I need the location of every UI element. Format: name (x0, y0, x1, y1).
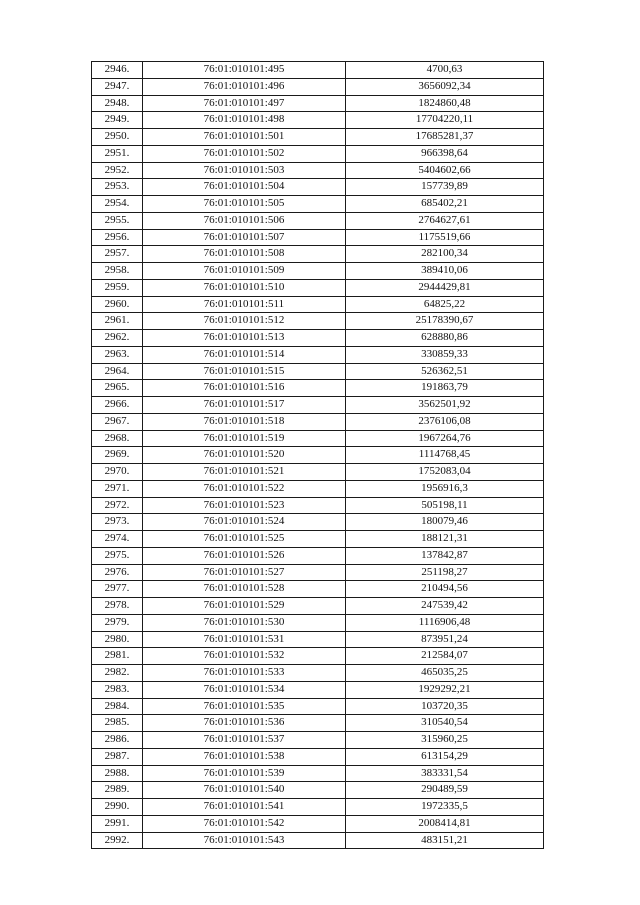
table-row (92, 313, 544, 330)
cadastral-number-cell: 76:01:010101:529 (143, 598, 346, 615)
table-row (92, 430, 544, 447)
cadastral-value-cell: 251198,27 (346, 564, 544, 581)
cadastral-number-cell: 76:01:010101:521 (143, 464, 346, 481)
table-row (92, 330, 544, 347)
cadastral-value-cell: 212584,07 (346, 648, 544, 665)
cadastral-value-cell: 17704220,11 (346, 112, 544, 129)
row-number-cell: 2950. (92, 129, 143, 146)
cadastral-number-cell: 76:01:010101:506 (143, 212, 346, 229)
table-row (92, 715, 544, 732)
table-row (92, 95, 544, 112)
cadastral-number-cell: 76:01:010101:502 (143, 145, 346, 162)
table-row (92, 279, 544, 296)
row-number-cell: 2953. (92, 179, 143, 196)
table-row (92, 782, 544, 799)
table-body (92, 62, 544, 849)
row-number-cell: 2967. (92, 413, 143, 430)
cadastral-number-cell: 76:01:010101:511 (143, 296, 346, 313)
table-row (92, 648, 544, 665)
cadastral-number-cell: 76:01:010101:509 (143, 263, 346, 280)
cadastral-number-cell: 76:01:010101:540 (143, 782, 346, 799)
cadastral-value-cell: 5404602,66 (346, 162, 544, 179)
cadastral-value-cell: 1752083,04 (346, 464, 544, 481)
table-row (92, 246, 544, 263)
row-number-cell: 2965. (92, 380, 143, 397)
cadastral-value-cell: 2944429,81 (346, 279, 544, 296)
cadastral-number-cell: 76:01:010101:536 (143, 715, 346, 732)
row-number-cell: 2992. (92, 832, 143, 849)
table-row (92, 765, 544, 782)
table-row (92, 815, 544, 832)
cadastral-value-cell: 613154,29 (346, 748, 544, 765)
cadastral-value-cell: 3562501,92 (346, 397, 544, 414)
cadastral-number-cell: 76:01:010101:517 (143, 397, 346, 414)
table-row (92, 78, 544, 95)
table-row (92, 799, 544, 816)
table-row (92, 514, 544, 531)
table-row (92, 296, 544, 313)
cadastral-number-cell: 76:01:010101:516 (143, 380, 346, 397)
cadastral-number-cell: 76:01:010101:512 (143, 313, 346, 330)
table-row (92, 129, 544, 146)
cadastral-value-cell: 1114768,45 (346, 447, 544, 464)
row-number-cell: 2966. (92, 397, 143, 414)
row-number-cell: 2978. (92, 598, 143, 615)
cadastral-value-cell: 2008414,81 (346, 815, 544, 832)
table-row (92, 346, 544, 363)
cadastral-value-cell: 2764627,61 (346, 212, 544, 229)
row-number-cell: 2951. (92, 145, 143, 162)
cadastral-value-table (91, 61, 544, 849)
table-row (92, 145, 544, 162)
table-row (92, 212, 544, 229)
row-number-cell: 2975. (92, 547, 143, 564)
cadastral-value-cell: 247539,42 (346, 598, 544, 615)
cadastral-number-cell: 76:01:010101:543 (143, 832, 346, 849)
cadastral-value-cell: 465035,25 (346, 665, 544, 682)
table-row (92, 263, 544, 280)
cadastral-number-cell: 76:01:010101:498 (143, 112, 346, 129)
cadastral-value-cell: 103720,35 (346, 698, 544, 715)
table-row (92, 413, 544, 430)
cadastral-number-cell: 76:01:010101:525 (143, 531, 346, 548)
cadastral-number-cell: 76:01:010101:497 (143, 95, 346, 112)
cadastral-number-cell: 76:01:010101:530 (143, 614, 346, 631)
cadastral-value-cell: 330859,33 (346, 346, 544, 363)
table-row (92, 447, 544, 464)
row-number-cell: 2970. (92, 464, 143, 481)
cadastral-number-cell: 76:01:010101:520 (143, 447, 346, 464)
table-row (92, 581, 544, 598)
cadastral-number-cell: 76:01:010101:539 (143, 765, 346, 782)
cadastral-number-cell: 76:01:010101:538 (143, 748, 346, 765)
cadastral-number-cell: 76:01:010101:513 (143, 330, 346, 347)
table-row (92, 397, 544, 414)
cadastral-number-cell: 76:01:010101:535 (143, 698, 346, 715)
table-row (92, 681, 544, 698)
cadastral-value-cell: 157739,89 (346, 179, 544, 196)
cadastral-number-cell: 76:01:010101:508 (143, 246, 346, 263)
row-number-cell: 2990. (92, 799, 143, 816)
row-number-cell: 2973. (92, 514, 143, 531)
row-number-cell: 2958. (92, 263, 143, 280)
cadastral-number-cell: 76:01:010101:515 (143, 363, 346, 380)
table-row (92, 480, 544, 497)
cadastral-value-cell: 191863,79 (346, 380, 544, 397)
row-number-cell: 2955. (92, 212, 143, 229)
row-number-cell: 2988. (92, 765, 143, 782)
cadastral-value-cell: 25178390,67 (346, 313, 544, 330)
cadastral-number-cell: 76:01:010101:505 (143, 196, 346, 213)
table-row (92, 698, 544, 715)
cadastral-value-cell: 64825,22 (346, 296, 544, 313)
cadastral-number-cell: 76:01:010101:534 (143, 681, 346, 698)
row-number-cell: 2957. (92, 246, 143, 263)
row-number-cell: 2949. (92, 112, 143, 129)
table-row (92, 598, 544, 615)
row-number-cell: 2952. (92, 162, 143, 179)
row-number-cell: 2968. (92, 430, 143, 447)
table-row (92, 497, 544, 514)
row-number-cell: 2983. (92, 681, 143, 698)
cadastral-value-cell: 505198,11 (346, 497, 544, 514)
row-number-cell: 2960. (92, 296, 143, 313)
row-number-cell: 2984. (92, 698, 143, 715)
cadastral-number-cell: 76:01:010101:526 (143, 547, 346, 564)
row-number-cell: 2976. (92, 564, 143, 581)
cadastral-value-cell: 180079,46 (346, 514, 544, 531)
cadastral-number-cell: 76:01:010101:507 (143, 229, 346, 246)
row-number-cell: 2991. (92, 815, 143, 832)
cadastral-number-cell: 76:01:010101:495 (143, 62, 346, 79)
cadastral-value-cell: 1824860,48 (346, 95, 544, 112)
cadastral-number-cell: 76:01:010101:542 (143, 815, 346, 832)
table-row (92, 196, 544, 213)
row-number-cell: 2981. (92, 648, 143, 665)
cadastral-number-cell: 76:01:010101:541 (143, 799, 346, 816)
cadastral-number-cell: 76:01:010101:504 (143, 179, 346, 196)
table-row (92, 162, 544, 179)
cadastral-value-cell: 1956916,3 (346, 480, 544, 497)
row-number-cell: 2946. (92, 62, 143, 79)
row-number-cell: 2985. (92, 715, 143, 732)
table-row (92, 614, 544, 631)
row-number-cell: 2947. (92, 78, 143, 95)
cadastral-value-cell: 873951,24 (346, 631, 544, 648)
cadastral-value-cell: 1175519,66 (346, 229, 544, 246)
table-row (92, 229, 544, 246)
cadastral-value-cell: 526362,51 (346, 363, 544, 380)
row-number-cell: 2980. (92, 631, 143, 648)
cadastral-number-cell: 76:01:010101:496 (143, 78, 346, 95)
cadastral-value-cell: 188121,31 (346, 531, 544, 548)
row-number-cell: 2963. (92, 346, 143, 363)
cadastral-value-cell: 383331,54 (346, 765, 544, 782)
cadastral-value-cell: 483151,21 (346, 832, 544, 849)
row-number-cell: 2969. (92, 447, 143, 464)
table-row (92, 464, 544, 481)
cadastral-number-cell: 76:01:010101:519 (143, 430, 346, 447)
table-row (92, 112, 544, 129)
cadastral-number-cell: 76:01:010101:503 (143, 162, 346, 179)
cadastral-value-cell: 2376106,08 (346, 413, 544, 430)
table-row (92, 631, 544, 648)
table-row (92, 363, 544, 380)
cadastral-value-cell: 137842,87 (346, 547, 544, 564)
row-number-cell: 2948. (92, 95, 143, 112)
cadastral-value-cell: 210494,56 (346, 581, 544, 598)
cadastral-value-cell: 290489,59 (346, 782, 544, 799)
row-number-cell: 2961. (92, 313, 143, 330)
table-row (92, 179, 544, 196)
cadastral-number-cell: 76:01:010101:537 (143, 732, 346, 749)
cadastral-value-cell: 389410,06 (346, 263, 544, 280)
cadastral-value-cell: 1929292,21 (346, 681, 544, 698)
cadastral-number-cell: 76:01:010101:514 (143, 346, 346, 363)
cadastral-value-cell: 1116906,48 (346, 614, 544, 631)
table-row (92, 748, 544, 765)
table-row (92, 547, 544, 564)
cadastral-value-cell: 3656092,34 (346, 78, 544, 95)
cadastral-number-cell: 76:01:010101:501 (143, 129, 346, 146)
row-number-cell: 2956. (92, 229, 143, 246)
cadastral-value-cell: 4700,63 (346, 62, 544, 79)
cadastral-value-cell: 628880,86 (346, 330, 544, 347)
table-row (92, 732, 544, 749)
row-number-cell: 2977. (92, 581, 143, 598)
row-number-cell: 2989. (92, 782, 143, 799)
cadastral-number-cell: 76:01:010101:510 (143, 279, 346, 296)
cadastral-number-cell: 76:01:010101:522 (143, 480, 346, 497)
row-number-cell: 2964. (92, 363, 143, 380)
cadastral-value-cell: 282100,34 (346, 246, 544, 263)
cadastral-number-cell: 76:01:010101:527 (143, 564, 346, 581)
row-number-cell: 2987. (92, 748, 143, 765)
row-number-cell: 2962. (92, 330, 143, 347)
cadastral-value-cell: 1967264,76 (346, 430, 544, 447)
row-number-cell: 2974. (92, 531, 143, 548)
cadastral-value-cell: 1972335,5 (346, 799, 544, 816)
table-row (92, 832, 544, 849)
cadastral-value-cell: 310540,54 (346, 715, 544, 732)
cadastral-value-cell: 17685281,37 (346, 129, 544, 146)
cadastral-number-cell: 76:01:010101:523 (143, 497, 346, 514)
table-row (92, 531, 544, 548)
row-number-cell: 2982. (92, 665, 143, 682)
row-number-cell: 2959. (92, 279, 143, 296)
cadastral-value-cell: 685402,21 (346, 196, 544, 213)
cadastral-number-cell: 76:01:010101:531 (143, 631, 346, 648)
cadastral-number-cell: 76:01:010101:524 (143, 514, 346, 531)
row-number-cell: 2979. (92, 614, 143, 631)
table-row (92, 62, 544, 79)
cadastral-number-cell: 76:01:010101:518 (143, 413, 346, 430)
table-row (92, 380, 544, 397)
table-row (92, 665, 544, 682)
row-number-cell: 2986. (92, 732, 143, 749)
cadastral-value-cell: 966398,64 (346, 145, 544, 162)
cadastral-number-cell: 76:01:010101:532 (143, 648, 346, 665)
cadastral-number-cell: 76:01:010101:533 (143, 665, 346, 682)
row-number-cell: 2954. (92, 196, 143, 213)
row-number-cell: 2971. (92, 480, 143, 497)
cadastral-number-cell: 76:01:010101:528 (143, 581, 346, 598)
cadastral-value-cell: 315960,25 (346, 732, 544, 749)
table-row (92, 564, 544, 581)
row-number-cell: 2972. (92, 497, 143, 514)
